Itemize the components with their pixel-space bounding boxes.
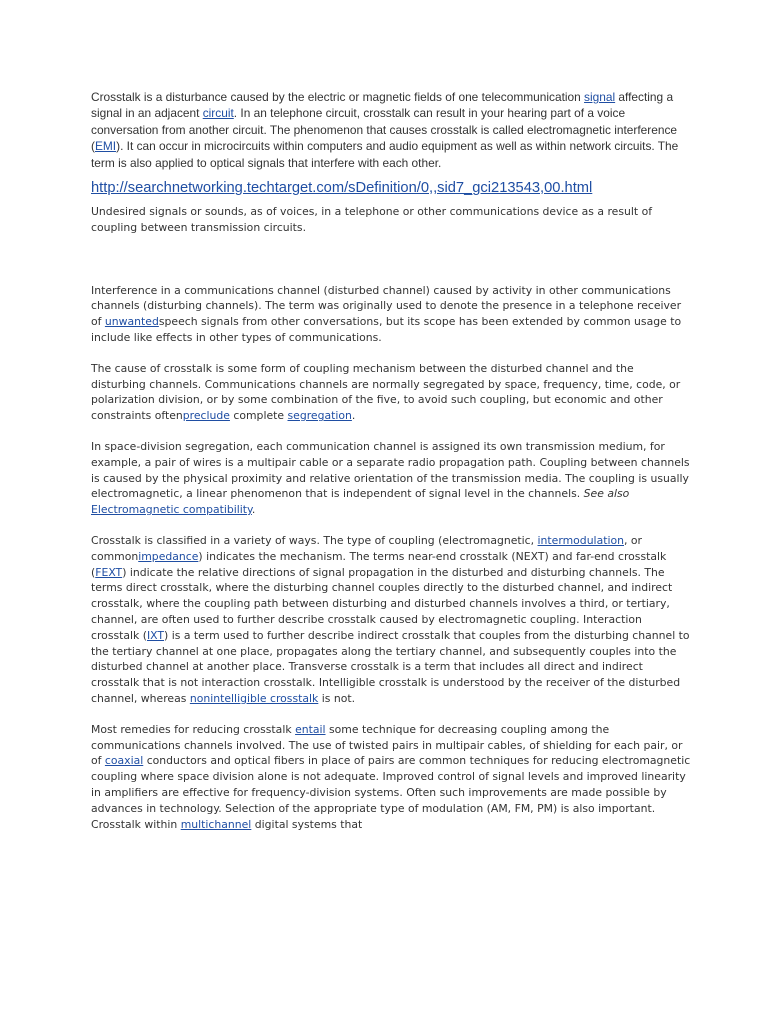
- link-emi[interactable]: EMI: [94, 139, 117, 154]
- link-multichannel[interactable]: multichannel: [180, 817, 252, 831]
- link-signal[interactable]: signal: [584, 90, 616, 104]
- document-page: [91, 89, 691, 847]
- source-url-link[interactable]: http://searchnetworking.techtarget.com/sDefinition/0,,sid7_gci213543,00.html: [91, 180, 593, 197]
- link-entail[interactable]: entail: [295, 722, 326, 736]
- link-unwanted[interactable]: unwanted: [104, 315, 159, 329]
- link-impedance[interactable]: impedance: [138, 549, 199, 563]
- intro-paragraph: Crosstalk is a disturbance caused by the electric or magnetic fields of one telecommunication signal affecting a signal in an adjacent circuit. In an telephone circuit, crosstalk can result in your hearing part of a voice conversation from another circuit. The phenomenon that causes crosstalk is called electromagnetic interference (EMI). It can occur in microcircuits within computers and audio equipment as well as within network circuits. The term is also applied to optical signals that interfere with each other.: [91, 90, 679, 170]
- classification-paragraph: Crosstalk is classified in a variety of ways. The type of coupling (electromagnetic, intermodulation, or commonimpedance) indicates the mechanism. The terms near-end crosstalk (NEXT) and far-end crosstalk (FEXT) indicate the relative directions of signal propagation in the disturbed and disturbing channels. The terms direct crosstalk, where the disturbing channel couples directly to the disturbed channel, and indirect crosstalk, where the coupling path between disturbing and disturbed channels involves a third, or tertiary, channel, are often used to further describe crosstalk caused by electromagnetic coupling. Interaction crosstalk (IXT) is a term used to further describe indirect crosstalk that couples from the disturbing channel to the tertiary channel at one place, propagates along the tertiary channel, and subsequently couples into the disturbed channel at another place. Transverse crosstalk is a term that includes all direct and indirect crosstalk that is not interaction crosstalk. Intelligible crosstalk is understood by the receiver of the disturbed channel, whereas nonintelligible crosstalk is not.: [91, 533, 690, 705]
- link-fext[interactable]: FEXT: [95, 565, 123, 579]
- link-preclude[interactable]: preclude: [182, 409, 230, 423]
- link-segregation[interactable]: segregation: [287, 409, 352, 423]
- see-also-label: See also: [583, 487, 630, 501]
- link-nonintelligible-crosstalk[interactable]: nonintelligible crosstalk: [189, 691, 319, 705]
- cause-paragraph: The cause of crosstalk is some form of coupling mechanism between the disturbed channel and the disturbing channels. Communications channels are normally segregated by space, frequency, time, code, or polarization division, or by some combination of the five, to avoid such coupling, but economic and other constraints oftenpreclude complete segregation.: [91, 361, 681, 423]
- link-circuit[interactable]: circuit: [202, 106, 234, 121]
- link-coaxial[interactable]: coaxial: [104, 754, 144, 768]
- spacer: [91, 251, 691, 283]
- link-ixt[interactable]: IXT: [146, 628, 165, 642]
- link-intermodulation[interactable]: intermodulation: [537, 533, 624, 547]
- link-electromagnetic-compatibility[interactable]: Electromagnetic compatibility: [91, 503, 252, 517]
- definition-paragraph: Undesired signals or sounds, as of voices, in a telephone or other communications device as a result of coupling between transmission circuits.: [91, 205, 653, 234]
- space-division-paragraph: In space-division segregation, each communication channel is assigned its own transmission medium, for example, a pair of wires is a multipair cable or a separate radio propagation path. Coupling between channels is caused by the physical proximity and relative orientation of the transmission media. The coupling is usually electromagnetic, a linear phenomenon that is independent of signal level in the channels. See also Electromagnetic compatibility.: [91, 440, 690, 517]
- interference-paragraph: Interference in a communications channel (disturbed channel) caused by activity in other communications channels (disturbing channels). The term was originally used to denote the presence in a telephone receiver of unwantedspeech signals from other conversations, but its scope has been extended by common usage to include like effects in other types of communications.: [91, 283, 682, 345]
- remedies-paragraph: Most remedies for reducing crosstalk entail some technique for decreasing coupling among the communications channels involved. The use of twisted pairs in multipair cables, of shielding for each pair, or of coaxial conductors and optical fibers in place of pairs are common techniques for reducing electromagnetic coupling where space division alone is not adequate. Improved control of signal levels and improved linearity in amplifiers are effective for frequency-division systems. Often such improvements are made possible by advances in technology. Selection of the appropriate type of modulation (AM, FM, PM) is also important. Crosstalk within multichannel digital systems that: [91, 722, 691, 831]
